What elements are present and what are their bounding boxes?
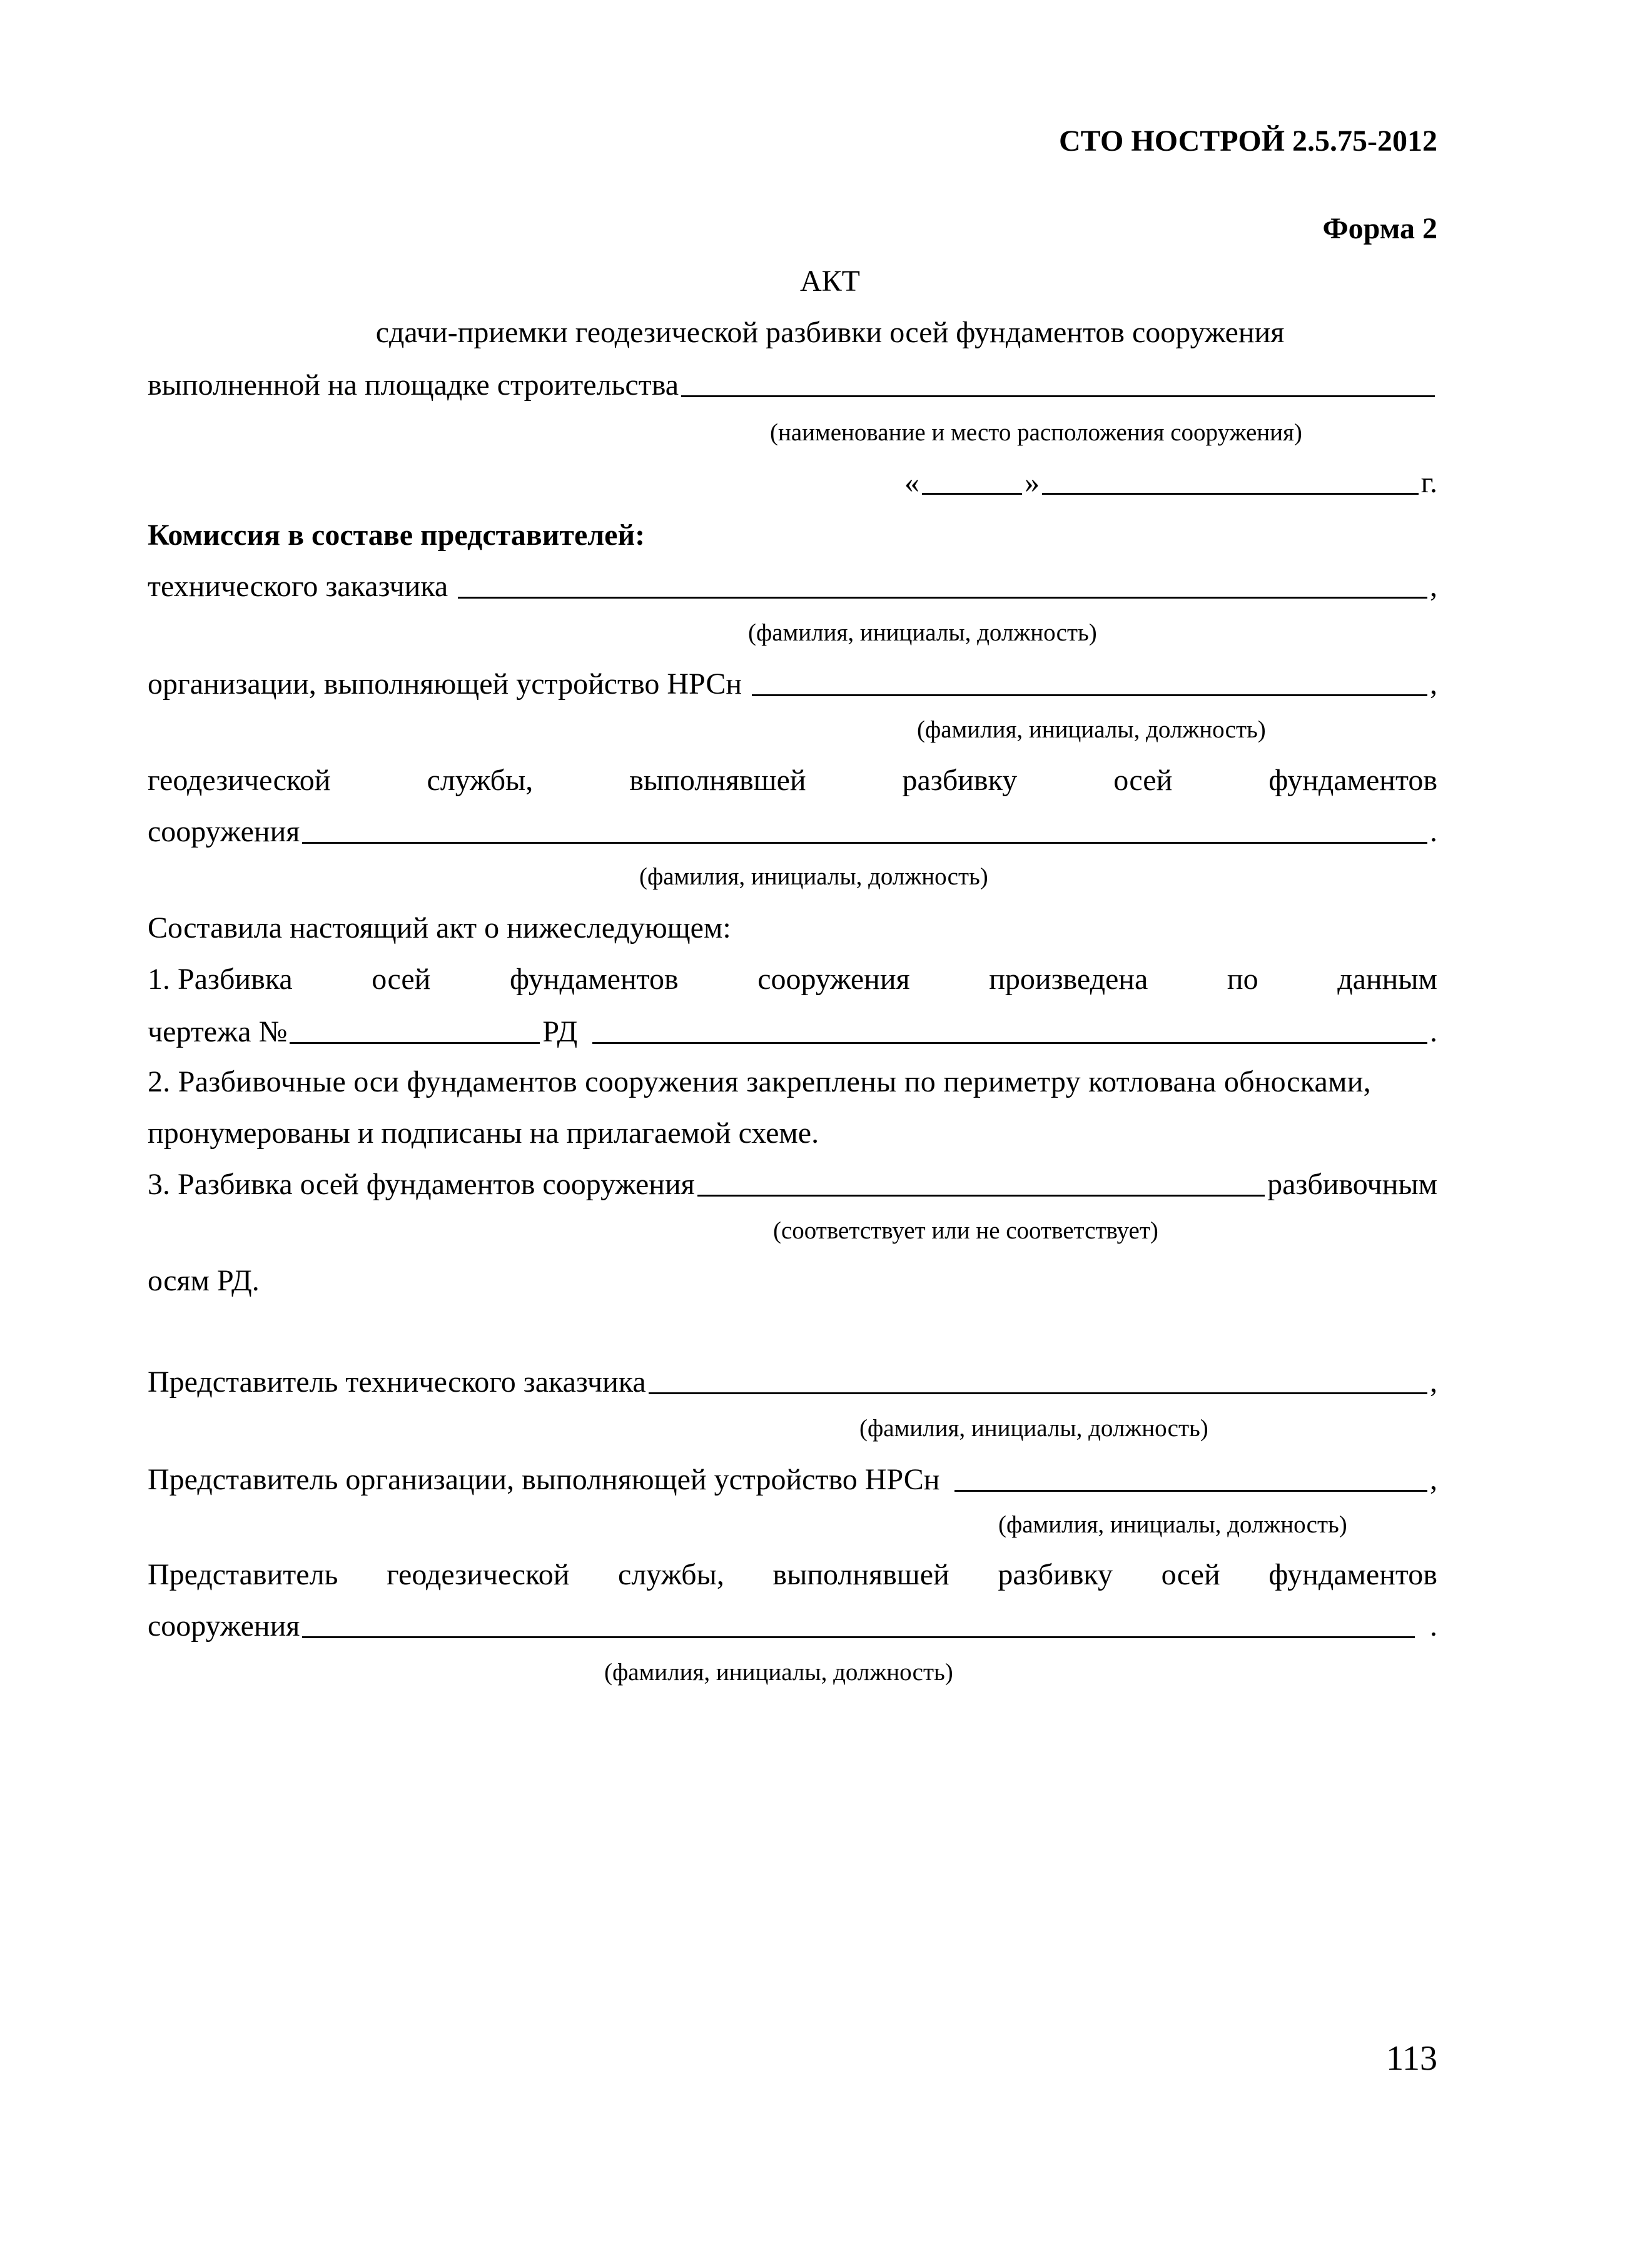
commission-contractor-field[interactable] xyxy=(752,667,1427,696)
word: осей xyxy=(1161,1558,1220,1591)
signature-geodetic-hint: (фамилия, инициалы, должность) xyxy=(604,1659,953,1686)
site-hint: (наименование и место расположения сооружения) xyxy=(770,419,1302,446)
commission-geodetic-hint: (фамилия, инициалы, должность) xyxy=(639,863,988,890)
body-intro: Составила настоящий акт о нижеследующем: xyxy=(148,911,731,944)
date-line xyxy=(148,463,1437,502)
commission-customer-hint: (фамилия, инициалы, должность) xyxy=(748,619,1097,646)
standard-code: СТО НОСТРОЙ 2.5.75-2012 xyxy=(1058,124,1437,158)
word: разбивку xyxy=(902,764,1018,797)
date-month-year-field[interactable] xyxy=(1042,465,1419,495)
rd-field[interactable] xyxy=(592,1015,1427,1044)
word: фундаментов xyxy=(1268,1558,1437,1591)
commission-customer-field[interactable] xyxy=(458,569,1427,599)
word: геодезической xyxy=(386,1558,570,1591)
signature-contractor-field[interactable] xyxy=(954,1462,1427,1492)
item1-drawing-line xyxy=(148,1012,1437,1051)
date-open-quote: « xyxy=(904,466,919,499)
date-day-field[interactable] xyxy=(922,465,1022,495)
word: геодезической xyxy=(148,764,331,797)
word: службы, xyxy=(427,764,534,797)
commission-contractor-hint: (фамилия, инициалы, должность) xyxy=(917,716,1266,743)
item1-line xyxy=(148,961,1437,998)
signature-contractor-label: Представитель организации, выполняющей устройство НРСн xyxy=(148,1463,940,1496)
item3-hint: (соответствует или не соответствует) xyxy=(773,1217,1158,1244)
commission-contractor-line xyxy=(148,664,1437,703)
comma: , xyxy=(1430,667,1437,701)
item3-tail: разбивочным xyxy=(1267,1168,1437,1201)
word: по xyxy=(1227,963,1258,996)
signature-geodetic-cont-line xyxy=(148,1606,1437,1645)
date-close-quote: » xyxy=(1025,466,1040,499)
commission-customer-line xyxy=(148,567,1437,605)
act-subtitle: сдачи-приемки геодезической разбивки осей фундаментов сооружения xyxy=(375,316,1285,349)
word: выполнявшей xyxy=(772,1558,949,1591)
period: . xyxy=(1430,1015,1437,1048)
word: сооружения xyxy=(757,963,910,996)
comma: , xyxy=(1430,1365,1437,1399)
drawing-number-field[interactable] xyxy=(290,1015,540,1044)
word: произведена xyxy=(989,963,1148,996)
commission-geodetic-field[interactable] xyxy=(302,814,1427,844)
comma: , xyxy=(1430,570,1437,603)
form-number: Форма 2 xyxy=(1322,212,1437,245)
site-field[interactable] xyxy=(681,368,1435,397)
date-year-suffix: г. xyxy=(1420,466,1437,499)
item2-line2: пронумерованы и подписаны на прилагаемой схеме. xyxy=(148,1116,819,1150)
commission-customer-label: технического заказчика xyxy=(148,570,448,603)
word: Представитель xyxy=(148,1558,338,1591)
signature-geodetic-cont: сооружения xyxy=(148,1609,300,1643)
act-title: АКТ xyxy=(800,265,860,298)
commission-heading: Комиссия в составе представителей: xyxy=(148,519,645,552)
period: . xyxy=(1430,815,1437,848)
signature-geodetic-line xyxy=(148,1556,1437,1594)
item1-rd-label: РД xyxy=(542,1015,578,1048)
item3-label: 3. Разбивка осей фундаментов сооружения xyxy=(148,1168,695,1201)
signature-customer-hint: (фамилия, инициалы, должность) xyxy=(859,1415,1208,1442)
commission-geodetic-line xyxy=(148,762,1437,799)
site-label: выполненной на площадке строительства xyxy=(148,368,679,402)
commission-geodetic-cont: сооружения xyxy=(148,815,300,848)
word: данным xyxy=(1337,963,1437,996)
conformity-field[interactable] xyxy=(697,1167,1265,1197)
item1-drawing-label: чертежа № xyxy=(148,1015,288,1048)
period: . xyxy=(1430,1609,1437,1643)
signature-contractor-line xyxy=(148,1460,1437,1499)
signature-contractor-hint: (фамилия, инициалы, должность) xyxy=(998,1511,1347,1538)
page-number: 113 xyxy=(1386,2039,1437,2078)
word: осей xyxy=(1113,764,1173,797)
comma: , xyxy=(1430,1463,1437,1496)
word: фундаментов xyxy=(1268,764,1437,797)
signature-customer-label: Представитель технического заказчика xyxy=(148,1365,646,1399)
word: фундаментов xyxy=(509,963,679,996)
word: разбивку xyxy=(998,1558,1113,1591)
word: выполнявшей xyxy=(629,764,806,797)
item2-line1: 2. Разбивочные оси фундаментов сооружения закреплены по периметру котлована обносками, xyxy=(148,1065,1371,1098)
commission-contractor-label: организации, выполняющей устройство НРСн xyxy=(148,667,742,701)
word: 1. Разбивка xyxy=(148,963,293,996)
signature-geodetic-field[interactable] xyxy=(302,1609,1415,1638)
signature-customer-field[interactable] xyxy=(649,1365,1427,1394)
signature-customer-line xyxy=(148,1362,1437,1401)
word: осей xyxy=(372,963,431,996)
item3-line xyxy=(148,1165,1437,1203)
commission-geodetic-cont-line xyxy=(148,812,1437,851)
item3-end: осям РД. xyxy=(148,1264,260,1297)
word: службы, xyxy=(618,1558,724,1591)
site-line xyxy=(148,365,1437,404)
